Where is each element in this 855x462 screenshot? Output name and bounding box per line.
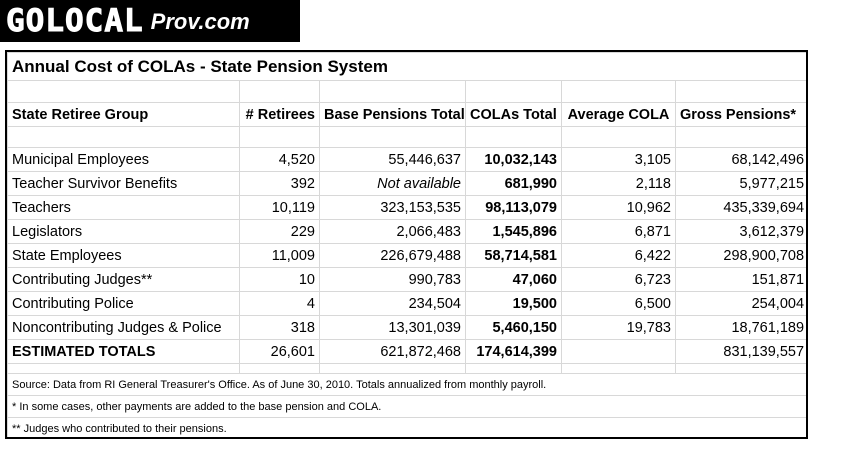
cell-retirees: 10,119: [240, 196, 320, 220]
header-average-cola: Average COLA: [562, 103, 676, 127]
cell-retirees: 4,520: [240, 148, 320, 172]
cell-group: Legislators: [8, 220, 240, 244]
cell-base-pensions: 13,301,039: [320, 316, 466, 340]
source-note: Source: Data from RI General Treasurer's Office. As of June 30, 2010. Totals annualized from monthly payroll.: [8, 374, 809, 396]
totals-colas: 174,614,399: [466, 340, 562, 364]
header-gross-pensions: Gross Pensions*: [676, 103, 809, 127]
cell-gross-pensions: 435,339,694: [676, 196, 809, 220]
cell-gross-pensions: 68,142,496: [676, 148, 809, 172]
cell-base-pensions: 55,446,637: [320, 148, 466, 172]
table-row: [8, 196, 809, 220]
table-body: [8, 53, 809, 440]
pension-table: [7, 52, 808, 439]
spacer-row: [8, 364, 809, 374]
cell-group: Municipal Employees: [8, 148, 240, 172]
note-row: [8, 396, 809, 418]
table-row: [8, 148, 809, 172]
totals-base-pensions: 621,872,468: [320, 340, 466, 364]
cell-average-cola: 6,500: [562, 292, 676, 316]
cell-colas-total: 1,545,896: [466, 220, 562, 244]
cell-average-cola: 19,783: [562, 316, 676, 340]
table-row: [8, 220, 809, 244]
logo-site: Prov.com: [150, 9, 250, 34]
table-row: [8, 292, 809, 316]
cell-average-cola: 6,422: [562, 244, 676, 268]
blank-row: [8, 81, 809, 103]
note-row: [8, 418, 809, 440]
table-row: [8, 316, 809, 340]
cell-retirees: 10: [240, 268, 320, 292]
cell-colas-total: 10,032,143: [466, 148, 562, 172]
totals-row: [8, 340, 809, 364]
cell-base-pensions: 226,679,488: [320, 244, 466, 268]
cell-retirees: 4: [240, 292, 320, 316]
cell-group: Teacher Survivor Benefits: [8, 172, 240, 196]
cell-group: Contributing Judges**: [8, 268, 240, 292]
cell-gross-pensions: 151,871: [676, 268, 809, 292]
cell-group: State Employees: [8, 244, 240, 268]
header-colas-total: COLAs Total: [466, 103, 562, 127]
cell-gross-pensions: 5,977,215: [676, 172, 809, 196]
cell-retirees: 318: [240, 316, 320, 340]
cell-retirees: 11,009: [240, 244, 320, 268]
cell-base-pensions: Not available: [320, 172, 466, 196]
spacer-row: [8, 127, 809, 148]
totals-retirees: 26,601: [240, 340, 320, 364]
cell-base-pensions: 323,153,535: [320, 196, 466, 220]
cell-average-cola: 10,962: [562, 196, 676, 220]
cell-average-cola: 6,723: [562, 268, 676, 292]
footnote-judges: ** Judges who contributed to their pensions.: [8, 418, 809, 440]
header-retirees: # Retirees: [240, 103, 320, 127]
cell-group: Teachers: [8, 196, 240, 220]
cell-colas-total: 5,460,150: [466, 316, 562, 340]
footnote-gross: * In some cases, other payments are added to the base pension and COLA.: [8, 396, 809, 418]
cell-group: Noncontributing Judges & Police: [8, 316, 240, 340]
cell-average-cola: 2,118: [562, 172, 676, 196]
cell-gross-pensions: 254,004: [676, 292, 809, 316]
table-row: [8, 244, 809, 268]
cell-average-cola: 6,871: [562, 220, 676, 244]
cell-colas-total: 47,060: [466, 268, 562, 292]
cell-colas-total: 98,113,079: [466, 196, 562, 220]
cell-average-cola: 3,105: [562, 148, 676, 172]
cell-colas-total: 681,990: [466, 172, 562, 196]
cell-group: Contributing Police: [8, 292, 240, 316]
cell-base-pensions: 234,504: [320, 292, 466, 316]
pension-table-frame: [5, 50, 808, 439]
header-row: [8, 103, 809, 127]
cell-gross-pensions: 3,612,379: [676, 220, 809, 244]
cell-base-pensions: 990,783: [320, 268, 466, 292]
totals-gross-pensions: 831,139,557: [676, 340, 809, 364]
note-row: [8, 374, 809, 396]
header-base-pensions: Base Pensions Total: [320, 103, 466, 127]
totals-average-cola: [562, 340, 676, 364]
table-row: [8, 172, 809, 196]
cell-gross-pensions: 298,900,708: [676, 244, 809, 268]
cell-base-pensions: 2,066,483: [320, 220, 466, 244]
table-title: Annual Cost of COLAs - State Pension System: [8, 53, 809, 81]
cell-colas-total: 58,714,581: [466, 244, 562, 268]
golocal-logo: [0, 0, 300, 42]
cell-colas-total: 19,500: [466, 292, 562, 316]
cell-gross-pensions: 18,761,189: [676, 316, 809, 340]
cell-retirees: 392: [240, 172, 320, 196]
header-group: State Retiree Group: [8, 103, 240, 127]
table-row: [8, 268, 809, 292]
totals-label: ESTIMATED TOTALS: [8, 340, 240, 364]
cell-retirees: 229: [240, 220, 320, 244]
title-row: [8, 53, 809, 81]
logo-mark: GOLOCAL: [6, 2, 144, 39]
